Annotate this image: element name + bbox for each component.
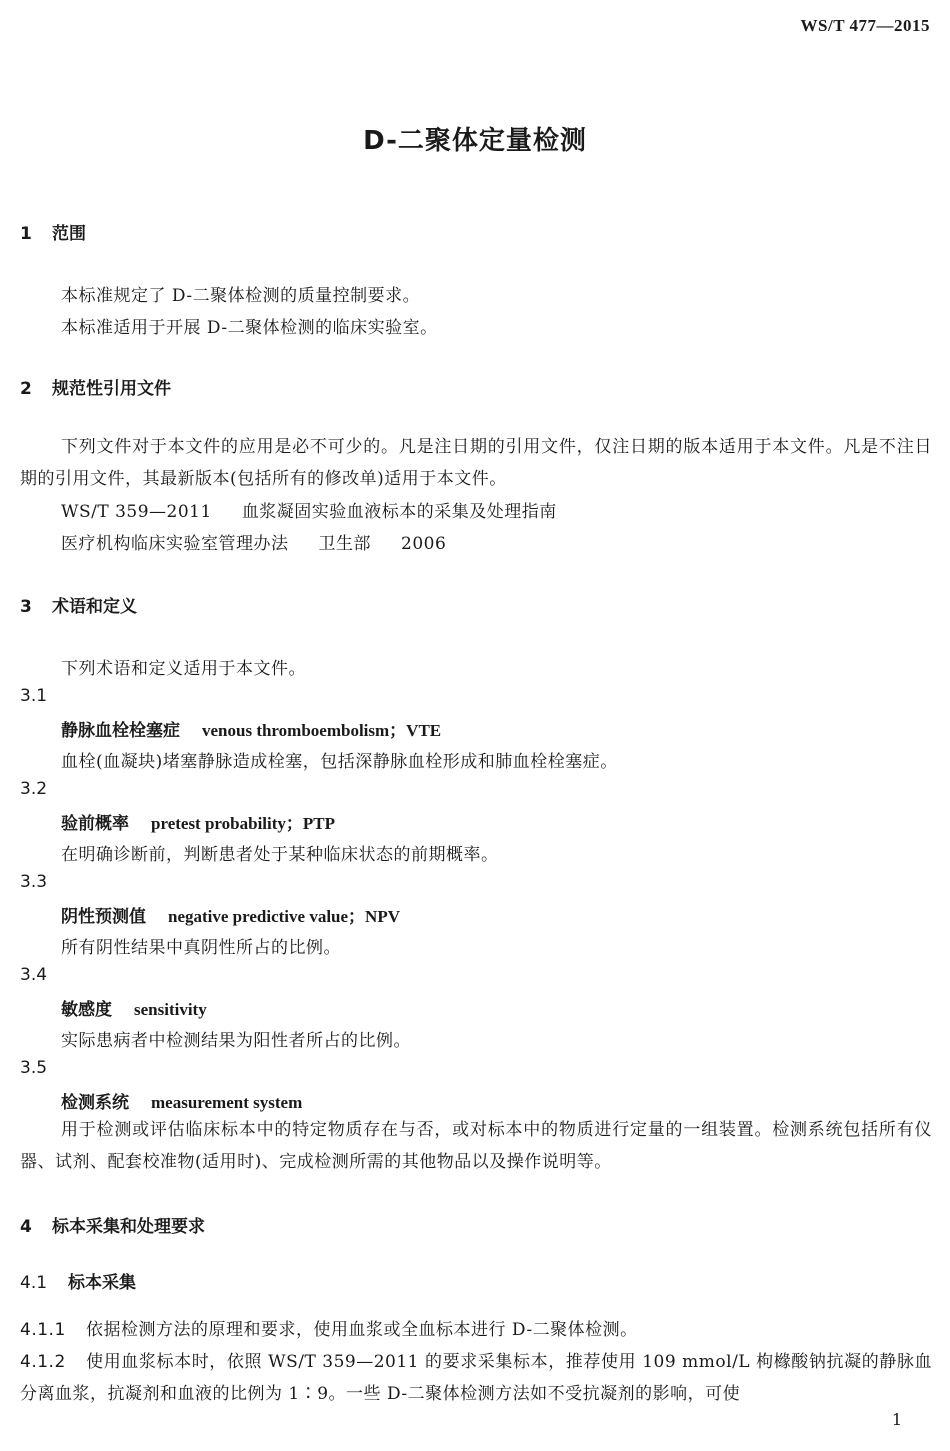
term-english: measurement system [151, 1093, 303, 1112]
page-number: 1 [891, 1410, 902, 1429]
section-number: 4 [20, 1217, 32, 1237]
term-definition: 血栓(血凝块)堵塞静脉造成栓塞，包括深静脉血栓形成和肺血栓栓塞症。 [61, 752, 618, 772]
reference-issuer: 卫生部 [318, 534, 371, 554]
term-number: 3.4 [20, 965, 48, 985]
term-english: venous thromboembolism；VTE [202, 721, 442, 740]
term-english: sensitivity [134, 1000, 207, 1019]
term-definition: 所有阴性结果中真阴性所占的比例。 [61, 938, 341, 958]
section-title: 术语和定义 [52, 597, 137, 617]
clause-4-1-2 [20, 1346, 932, 1410]
subsection-number: 4.1 [20, 1273, 48, 1293]
terms-intro: 下列术语和定义适用于本文件。 [61, 659, 306, 679]
section-1-heading [20, 219, 86, 244]
clause-number: 4.1.1 [20, 1320, 66, 1340]
section-title: 标本采集和处理要求 [52, 1217, 205, 1237]
section-2-heading [20, 374, 171, 399]
reference-item-1 [61, 497, 557, 522]
clause-text: 依据检测方法的原理和要求，使用血浆或全血标本进行 D-二聚体检测。 [86, 1320, 638, 1340]
term-entry [61, 1088, 302, 1113]
section-number: 3 [20, 597, 32, 617]
term-definition: 实际患病者中检测结果为阳性者所占的比例。 [61, 1031, 411, 1051]
section-number: 2 [20, 379, 32, 399]
subsection-4-1-heading [20, 1268, 136, 1293]
scope-paragraph-2: 本标准适用于开展 D-二聚体检测的临床实验室。 [61, 318, 438, 338]
clause-4-1-1 [20, 1314, 932, 1346]
term-number: 3.2 [20, 779, 48, 799]
section-title: 范围 [52, 224, 86, 244]
term-entry [61, 809, 335, 834]
term-english: pretest probability；PTP [151, 814, 336, 833]
reference-title: 医疗机构临床实验室管理办法 [61, 534, 289, 554]
term-chinese: 验前概率 [61, 814, 129, 834]
reference-title: 血浆凝固实验血液标本的采集及处理指南 [241, 502, 557, 522]
term-entry [61, 902, 400, 927]
term-chinese: 阴性预测值 [61, 907, 146, 927]
scope-paragraph-1: 本标准规定了 D-二聚体检测的质量控制要求。 [61, 286, 421, 306]
clause-text: 使用血浆标本时，依照 WS/T 359—2011 的要求采集标本，推荐使用 109 mmol/L 枸橼酸钠抗凝的静脉血分离血浆，抗凝剂和血液的比例为 1∶9。一些 D-二聚体检测方法如不受抗凝剂的影响，可使 [20, 1352, 932, 1404]
term-chinese: 敏感度 [61, 1000, 112, 1020]
term-entry [61, 716, 441, 741]
normative-references-intro: 下列文件对于本文件的应用是必不可少的。凡是注日期的引用文件，仅注日期的版本适用于本文件。凡是不注日期的引用文件，其最新版本(包括所有的修改单)适用于本文件。 [20, 437, 932, 489]
term-number: 3.3 [20, 872, 48, 892]
reference-item-2 [61, 529, 446, 554]
clause-number: 4.1.2 [20, 1352, 66, 1372]
term-entry [61, 995, 207, 1020]
subsection-title: 标本采集 [68, 1273, 136, 1293]
reference-year: 2006 [401, 534, 447, 554]
term-chinese: 检测系统 [61, 1093, 129, 1113]
term-english: negative predictive value；NPV [168, 907, 400, 926]
section-title: 规范性引用文件 [52, 379, 171, 399]
term-chinese: 静脉血栓栓塞症 [61, 721, 180, 741]
section-3-heading [20, 592, 137, 617]
term-definition: 在明确诊断前，判断患者处于某种临床状态的前期概率。 [61, 845, 499, 865]
section-4-heading [20, 1212, 205, 1237]
term-number: 3.1 [20, 686, 48, 706]
term-number: 3.5 [20, 1058, 48, 1078]
reference-code: WS/T 359—2011 [61, 502, 212, 522]
section-number: 1 [20, 224, 32, 244]
standard-code: WS/T 477—2015 [800, 16, 930, 35]
term-definition: 用于检测或评估临床标本中的特定物质存在与否，或对标本中的物质进行定量的一组装置。检测系统包括所有仪器、试剂、配套校准物(适用时)、完成检测所需的其他物品以及操作说明等。 [20, 1120, 932, 1172]
document-title: D-二聚体定量检测 [363, 126, 587, 156]
